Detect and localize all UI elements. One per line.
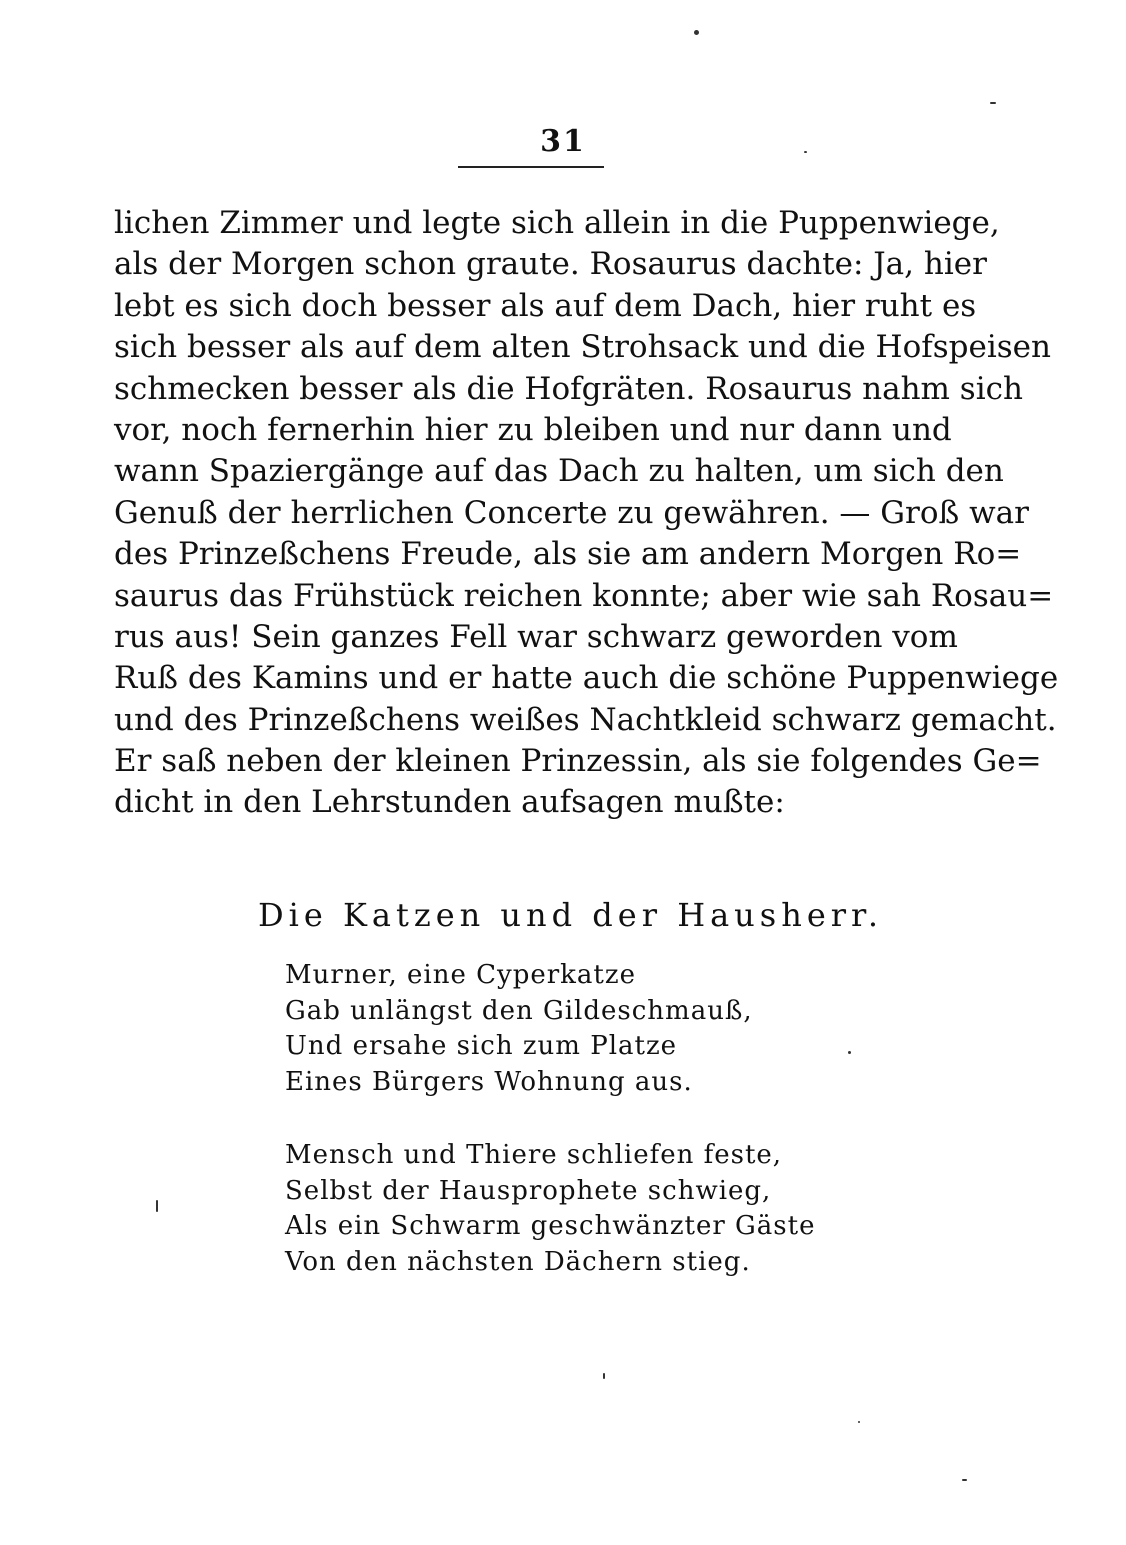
scan-speck (603, 1373, 605, 1379)
verse-line: Mensch und Thiere schliefen feste, (285, 1140, 783, 1170)
scan-speck (858, 1421, 860, 1423)
prose-line: Er saß neben der kleinen Prinzessin, als sie folgendes Ge= (114, 743, 1042, 780)
header-rule (458, 166, 604, 168)
page-number: 31 (540, 124, 586, 159)
prose-line: und des Prinzeßchens weißes Nachtkleid schwarz gemacht. (114, 701, 1057, 738)
prose-line: lebt es sich doch besser als auf dem Dach, hier ruht es (114, 287, 977, 324)
verse-line: Von den nächsten Dächern stieg. (285, 1246, 751, 1277)
prose-line: des Prinzeßchens Freude, als sie am andern Morgen Ro= (114, 536, 1022, 573)
verse-line: Murner, eine Cyperkatze (285, 960, 636, 990)
prose-line: Genuß der herrlichen Concerte zu gewähren. — Groß war (114, 494, 1029, 531)
scan-speck (962, 1479, 967, 1481)
prose-line: rus aus! Sein ganzes Fell war schwarz geworden vom (114, 618, 958, 655)
prose-line: als der Morgen schon graute. Rosaurus dachte: Ja, hier (114, 246, 987, 283)
scan-speck (156, 1200, 158, 1212)
prose-paragraph (114, 203, 1059, 824)
prose-line: lichen Zimmer und legte sich allein in die Puppenwiege, (114, 205, 1000, 241)
prose-line: sich besser als auf dem alten Strohsack und die Hofspeisen (114, 329, 1051, 366)
scan-speck (804, 151, 807, 153)
prose-line: saurus das Frühstück reichen konnte; aber wie sah Rosau= (114, 577, 1054, 614)
scan-speck (990, 102, 996, 104)
verse-line: Selbst der Hausprophete schwieg, (285, 1175, 772, 1206)
verse-line: Gab unlängst den Gildeschmauß, (285, 995, 753, 1026)
prose-line: wann Spaziergänge auf das Dach zu halten, um sich den (114, 453, 1004, 490)
poem-title: Die Katzen und der Hausherr. (258, 896, 883, 934)
prose-line: dicht in den Lehrstunden aufsagen mußte: (114, 784, 785, 821)
prose-line: vor, noch fernerhin hier zu bleiben und nur dann und (114, 411, 952, 448)
verse-line: Als ein Schwarm geschwänzter Gäste (285, 1211, 816, 1241)
poem-stanza (285, 1138, 885, 1280)
scan-speck (694, 30, 699, 35)
verse-line: Eines Bürgers Wohnung aus. (285, 1066, 693, 1097)
prose-line: Ruß des Kamins und er hatte auch die schöne Puppenwiege (114, 660, 1059, 697)
prose-line: schmecken besser als die Hofgräten. Rosaurus nahm sich (114, 370, 1023, 407)
scan-speck (848, 1051, 851, 1054)
verse-line: Und ersahe sich zum Platze (285, 1031, 678, 1061)
poem-stanza (285, 958, 885, 1100)
